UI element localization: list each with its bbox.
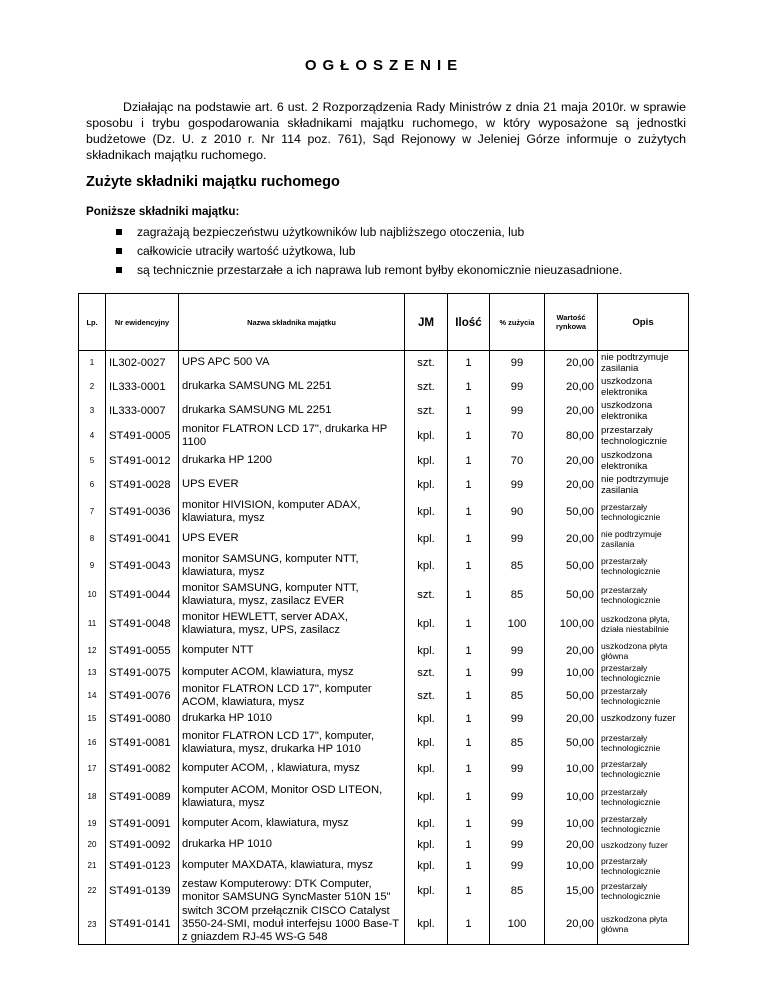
table-row xyxy=(79,375,689,399)
criteria-list xyxy=(115,223,735,280)
cell-zuzycie: 99 xyxy=(490,709,545,729)
table-body xyxy=(79,351,689,945)
cell-lp: 15 xyxy=(79,709,106,729)
cell-nr: ST491-0092 xyxy=(106,835,179,855)
cell-ilosc: 1 xyxy=(448,609,490,639)
cell-zuzycie: 99 xyxy=(490,473,545,497)
table-row xyxy=(79,757,689,781)
header-ilosc: Ilość xyxy=(448,294,490,351)
cell-jm: kpl. xyxy=(405,497,448,527)
cell-nr: IL302-0027 xyxy=(106,351,179,375)
cell-nr: IL333-0001 xyxy=(106,375,179,399)
cell-lp: 10 xyxy=(79,581,106,609)
cell-jm: kpl. xyxy=(405,449,448,473)
cell-ilosc: 1 xyxy=(448,423,490,449)
cell-nazwa: zestaw Komputerowy: DTK Computer, monitor SAMSUNG SyncMaster 510N 15" xyxy=(179,877,405,905)
cell-nr: ST491-0081 xyxy=(106,729,179,757)
cell-nazwa: monitor FLATRON LCD 17", komputer, klawiatura, mysz, drukarka HP 1010 xyxy=(179,729,405,757)
cell-jm: kpl. xyxy=(405,609,448,639)
cell-lp: 17 xyxy=(79,757,106,781)
cell-nazwa: UPS EVER xyxy=(179,473,405,497)
table-header-row xyxy=(79,294,689,351)
cell-lp: 19 xyxy=(79,813,106,835)
cell-lp: 9 xyxy=(79,551,106,581)
table-row xyxy=(79,449,689,473)
cell-opis: przestarzały technologicznie xyxy=(598,729,689,757)
cell-lp: 7 xyxy=(79,497,106,527)
cell-nr: ST491-0141 xyxy=(106,905,179,945)
cell-lp: 8 xyxy=(79,527,106,551)
table-row xyxy=(79,835,689,855)
cell-wartosc: 15,00 xyxy=(545,877,598,905)
cell-ilosc: 1 xyxy=(448,351,490,375)
cell-wartosc: 50,00 xyxy=(545,729,598,757)
cell-opis: przestarzały technologicznie xyxy=(598,663,689,683)
cell-ilosc: 1 xyxy=(448,375,490,399)
cell-opis: uszkodzona płyta, działa niestabilnie xyxy=(598,609,689,639)
cell-opis: nie podtrzymuje zasilania xyxy=(598,527,689,551)
cell-nr: ST491-0091 xyxy=(106,813,179,835)
cell-nazwa: komputer ACOM, klawiatura, mysz xyxy=(179,663,405,683)
list-item: całkowicie utraciły wartość użytkowa, lub xyxy=(115,242,735,261)
cell-jm: kpl. xyxy=(405,835,448,855)
cell-wartosc: 20,00 xyxy=(545,375,598,399)
cell-jm: kpl. xyxy=(405,757,448,781)
cell-ilosc: 1 xyxy=(448,663,490,683)
page-title: OGŁOSZENIE xyxy=(304,57,464,74)
cell-ilosc: 1 xyxy=(448,683,490,709)
cell-opis: uszkodzony fuzer xyxy=(598,709,689,729)
table-row xyxy=(79,351,689,375)
table-row xyxy=(79,877,689,905)
cell-jm: kpl. xyxy=(405,813,448,835)
cell-wartosc: 50,00 xyxy=(545,581,598,609)
cell-jm: kpl. xyxy=(405,527,448,551)
cell-wartosc: 10,00 xyxy=(545,757,598,781)
cell-nazwa: UPS EVER xyxy=(179,527,405,551)
cell-wartosc: 20,00 xyxy=(545,905,598,945)
cell-opis: przestarzały technologicznie xyxy=(598,813,689,835)
cell-wartosc: 10,00 xyxy=(545,855,598,877)
cell-nazwa: drukarka SAMSUNG ML 2251 xyxy=(179,399,405,423)
cell-nazwa: monitor HIVISION, komputer ADAX, klawiatura, mysz xyxy=(179,497,405,527)
table-row xyxy=(79,609,689,639)
cell-zuzycie: 70 xyxy=(490,423,545,449)
cell-opis: uszkodzona elektronika xyxy=(598,449,689,473)
cell-nazwa: monitor FLATRON LCD 17", komputer ACOM, klawiatura, mysz xyxy=(179,683,405,709)
cell-jm: szt. xyxy=(405,399,448,423)
cell-zuzycie: 85 xyxy=(490,877,545,905)
cell-jm: kpl. xyxy=(405,729,448,757)
list-lead: Poniższe składniki majątku: xyxy=(86,205,240,218)
cell-jm: kpl. xyxy=(405,709,448,729)
intro-paragraph: Działając na podstawie art. 6 ust. 2 Rozporządzenia Rady Ministrów z dnia 21 maja 2010r. w sprawie sposobu i trybu gospodarowania składnikami majątku ruchomego, w który wyposażone są jednostki budżetowe (Dz. U. z 2010 r. Nr 114 poz. 761), Sąd Rejonowy w Jeleniej Górze informuje o zużytych składnikach majątku ruchomego. xyxy=(86,100,686,162)
cell-opis: przestarzały technologicznie xyxy=(598,781,689,813)
cell-nr: ST491-0028 xyxy=(106,473,179,497)
cell-wartosc: 50,00 xyxy=(545,551,598,581)
table-row xyxy=(79,473,689,497)
cell-nazwa: monitor FLATRON LCD 17", drukarka HP 1100 xyxy=(179,423,405,449)
cell-nr: ST491-0041 xyxy=(106,527,179,551)
table-row xyxy=(79,423,689,449)
cell-nr: ST491-0082 xyxy=(106,757,179,781)
cell-nazwa: switch 3COM przełącznik CISCO Catalyst 3550-24-SMI, moduł interfejsu 1000 Base-T z gniazdem RJ-45 WS-G 548 xyxy=(179,905,405,945)
cell-zuzycie: 70 xyxy=(490,449,545,473)
cell-ilosc: 1 xyxy=(448,399,490,423)
table-row xyxy=(79,527,689,551)
assets-table xyxy=(78,293,689,945)
cell-wartosc: 20,00 xyxy=(545,709,598,729)
cell-jm: kpl. xyxy=(405,781,448,813)
cell-zuzycie: 99 xyxy=(490,835,545,855)
cell-ilosc: 1 xyxy=(448,781,490,813)
cell-jm: kpl. xyxy=(405,855,448,877)
cell-ilosc: 1 xyxy=(448,527,490,551)
cell-nr: ST491-0089 xyxy=(106,781,179,813)
cell-opis: uszkodzona elektronika xyxy=(598,375,689,399)
table-row xyxy=(79,399,689,423)
cell-nr: ST491-0005 xyxy=(106,423,179,449)
cell-wartosc: 10,00 xyxy=(545,781,598,813)
cell-opis: przestarzały technologicznie xyxy=(598,423,689,449)
cell-ilosc: 1 xyxy=(448,757,490,781)
cell-lp: 12 xyxy=(79,639,106,663)
cell-jm: kpl. xyxy=(405,877,448,905)
cell-nr: ST491-0123 xyxy=(106,855,179,877)
cell-opis: uszkodzony fuzer xyxy=(598,835,689,855)
cell-lp: 18 xyxy=(79,781,106,813)
cell-opis: uszkodzona płyta główna xyxy=(598,639,689,663)
table-row xyxy=(79,663,689,683)
cell-zuzycie: 99 xyxy=(490,351,545,375)
cell-wartosc: 50,00 xyxy=(545,683,598,709)
cell-opis: przestarzały technologicznie xyxy=(598,551,689,581)
cell-zuzycie: 99 xyxy=(490,781,545,813)
cell-zuzycie: 85 xyxy=(490,683,545,709)
cell-zuzycie: 85 xyxy=(490,581,545,609)
cell-zuzycie: 100 xyxy=(490,905,545,945)
cell-ilosc: 1 xyxy=(448,639,490,663)
cell-wartosc: 50,00 xyxy=(545,497,598,527)
cell-jm: kpl. xyxy=(405,423,448,449)
cell-zuzycie: 99 xyxy=(490,757,545,781)
cell-lp: 13 xyxy=(79,663,106,683)
cell-lp: 23 xyxy=(79,905,106,945)
cell-jm: kpl. xyxy=(405,905,448,945)
cell-nazwa: monitor SAMSUNG, komputer NTT, klawiatura, mysz, zasilacz EVER xyxy=(179,581,405,609)
header-zuzycie: % zużycia xyxy=(490,294,545,351)
cell-nazwa: drukarka SAMSUNG ML 2251 xyxy=(179,375,405,399)
cell-zuzycie: 85 xyxy=(490,551,545,581)
cell-zuzycie: 99 xyxy=(490,375,545,399)
header-nazwa: Nazwa składnika majątku xyxy=(179,294,405,351)
cell-lp: 22 xyxy=(79,877,106,905)
cell-nr: ST491-0012 xyxy=(106,449,179,473)
cell-lp: 4 xyxy=(79,423,106,449)
cell-nazwa: komputer Acom, klawiatura, mysz xyxy=(179,813,405,835)
cell-opis: przestarzały technologicznie xyxy=(598,581,689,609)
cell-nr: ST491-0044 xyxy=(106,581,179,609)
list-item: są technicznie przestarzałe a ich naprawa lub remont byłby ekonomicznie nieuzasadnione. xyxy=(115,261,735,280)
header-nr: Nr ewidencyjny xyxy=(106,294,179,351)
cell-wartosc: 20,00 xyxy=(545,527,598,551)
cell-nr: IL333-0007 xyxy=(106,399,179,423)
table-row xyxy=(79,581,689,609)
cell-ilosc: 1 xyxy=(448,877,490,905)
cell-nazwa: komputer NTT xyxy=(179,639,405,663)
cell-nazwa: komputer ACOM, Monitor OSD LITEON, klawiatura, mysz xyxy=(179,781,405,813)
cell-lp: 21 xyxy=(79,855,106,877)
table-row xyxy=(79,709,689,729)
cell-ilosc: 1 xyxy=(448,449,490,473)
cell-jm: szt. xyxy=(405,663,448,683)
cell-wartosc: 20,00 xyxy=(545,835,598,855)
cell-wartosc: 20,00 xyxy=(545,449,598,473)
cell-lp: 6 xyxy=(79,473,106,497)
cell-opis: przestarzały technologicznie xyxy=(598,683,689,709)
cell-lp: 14 xyxy=(79,683,106,709)
cell-opis: uszkodzona elektronika xyxy=(598,399,689,423)
cell-ilosc: 1 xyxy=(448,905,490,945)
cell-ilosc: 1 xyxy=(448,855,490,877)
cell-lp: 2 xyxy=(79,375,106,399)
cell-nazwa: drukarka HP 1200 xyxy=(179,449,405,473)
cell-ilosc: 1 xyxy=(448,709,490,729)
cell-zuzycie: 99 xyxy=(490,399,545,423)
cell-jm: kpl. xyxy=(405,639,448,663)
cell-lp: 11 xyxy=(79,609,106,639)
cell-zuzycie: 100 xyxy=(490,609,545,639)
cell-ilosc: 1 xyxy=(448,729,490,757)
table-row xyxy=(79,855,689,877)
cell-ilosc: 1 xyxy=(448,473,490,497)
cell-opis: nie podtrzymuje zasilania xyxy=(598,351,689,375)
cell-nr: ST491-0043 xyxy=(106,551,179,581)
cell-nazwa: monitor SAMSUNG, komputer NTT, klawiatura, mysz xyxy=(179,551,405,581)
cell-jm: kpl. xyxy=(405,551,448,581)
cell-wartosc: 20,00 xyxy=(545,351,598,375)
header-lp: Lp. xyxy=(79,294,106,351)
table-row xyxy=(79,551,689,581)
cell-jm: kpl. xyxy=(405,473,448,497)
cell-lp: 16 xyxy=(79,729,106,757)
cell-nr: ST491-0048 xyxy=(106,609,179,639)
table-row xyxy=(79,905,689,945)
cell-nr: ST491-0139 xyxy=(106,877,179,905)
cell-nazwa: drukarka HP 1010 xyxy=(179,709,405,729)
cell-nr: ST491-0075 xyxy=(106,663,179,683)
cell-zuzycie: 99 xyxy=(490,639,545,663)
cell-ilosc: 1 xyxy=(448,551,490,581)
cell-opis: przestarzały technologicznie xyxy=(598,757,689,781)
table-row xyxy=(79,813,689,835)
cell-nr: ST491-0080 xyxy=(106,709,179,729)
cell-jm: szt. xyxy=(405,581,448,609)
cell-opis: przestarzały technologicznie xyxy=(598,877,689,905)
table-row xyxy=(79,683,689,709)
cell-zuzycie: 90 xyxy=(490,497,545,527)
table-row xyxy=(79,497,689,527)
cell-zuzycie: 99 xyxy=(490,527,545,551)
table-row xyxy=(79,639,689,663)
cell-nr: ST491-0055 xyxy=(106,639,179,663)
cell-ilosc: 1 xyxy=(448,581,490,609)
table-row xyxy=(79,781,689,813)
cell-opis: uszkodzona płyta główna xyxy=(598,905,689,945)
cell-wartosc: 20,00 xyxy=(545,399,598,423)
header-opis: Opis xyxy=(598,294,689,351)
table-row xyxy=(79,729,689,757)
cell-nazwa: drukarka HP 1010 xyxy=(179,835,405,855)
cell-jm: szt. xyxy=(405,683,448,709)
cell-wartosc: 20,00 xyxy=(545,639,598,663)
cell-nazwa: UPS APC 500 VA xyxy=(179,351,405,375)
cell-lp: 20 xyxy=(79,835,106,855)
section-heading: Zużyte składniki majątku ruchomego xyxy=(86,174,340,190)
cell-lp: 3 xyxy=(79,399,106,423)
cell-wartosc: 80,00 xyxy=(545,423,598,449)
cell-wartosc: 10,00 xyxy=(545,813,598,835)
cell-opis: przestarzały technologicznie xyxy=(598,855,689,877)
cell-wartosc: 10,00 xyxy=(545,663,598,683)
cell-nazwa: komputer ACOM, , klawiatura, mysz xyxy=(179,757,405,781)
cell-nazwa: monitor HEWLETT, server ADAX, klawiatura, mysz, UPS, zasilacz xyxy=(179,609,405,639)
cell-opis: nie podtrzymuje zasilania xyxy=(598,473,689,497)
cell-nr: ST491-0076 xyxy=(106,683,179,709)
cell-zuzycie: 99 xyxy=(490,855,545,877)
cell-ilosc: 1 xyxy=(448,813,490,835)
cell-zuzycie: 85 xyxy=(490,729,545,757)
cell-jm: szt. xyxy=(405,351,448,375)
cell-opis: przestarzały technologicznie xyxy=(598,497,689,527)
cell-nazwa: komputer MAXDATA, klawiatura, mysz xyxy=(179,855,405,877)
cell-zuzycie: 99 xyxy=(490,663,545,683)
cell-jm: szt. xyxy=(405,375,448,399)
cell-lp: 1 xyxy=(79,351,106,375)
header-jm: JM xyxy=(405,294,448,351)
cell-wartosc: 20,00 xyxy=(545,473,598,497)
cell-nr: ST491-0036 xyxy=(106,497,179,527)
cell-zuzycie: 99 xyxy=(490,813,545,835)
cell-wartosc: 100,00 xyxy=(545,609,598,639)
cell-ilosc: 1 xyxy=(448,835,490,855)
cell-lp: 5 xyxy=(79,449,106,473)
header-wartosc: Wartość rynkowa xyxy=(545,294,598,351)
list-item: zagrażają bezpieczeństwu użytkowników lub najbliższego otoczenia, lub xyxy=(115,223,735,242)
cell-ilosc: 1 xyxy=(448,497,490,527)
